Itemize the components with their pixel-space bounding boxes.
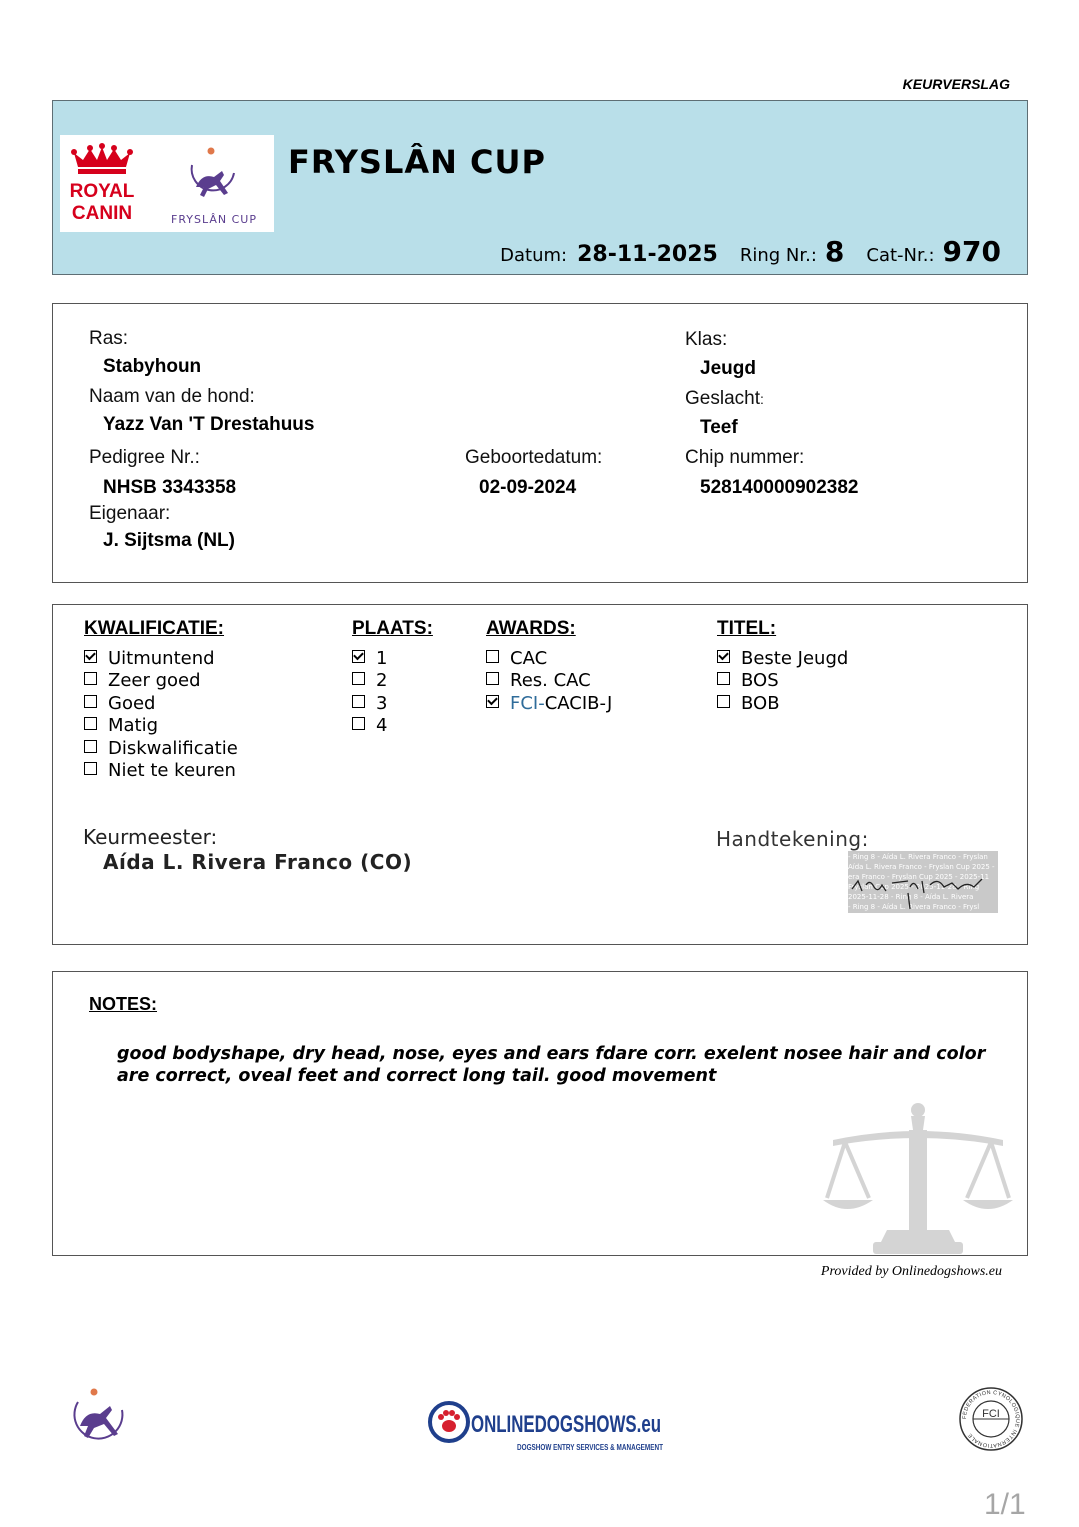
svg-text:Fryslan Cup 2025 - 2025-11-28: Fryslan Cup 2025 - 2025-11-28 - Ring xyxy=(848,883,980,891)
signature-image xyxy=(848,851,998,913)
svg-text:era Franco - Fryslan Cup 2025: era Franco - Fryslan Cup 2025 - 2025-11 xyxy=(848,873,990,881)
kwalificatie-option[interactable]: Uitmuntend xyxy=(84,648,238,670)
checkbox-empty-icon xyxy=(352,695,365,708)
titel-option[interactable]: BOS xyxy=(717,670,848,692)
document-type: KEURVERSLAG xyxy=(902,76,1010,92)
checkbox-empty-icon xyxy=(486,672,499,685)
signature-label: Handtekening: xyxy=(716,827,869,851)
fryslan-cup-footer-logo xyxy=(68,1386,130,1448)
notes-heading: NOTES: xyxy=(89,994,158,1014)
klas-value: Jeugd xyxy=(700,358,756,379)
judge-label: Keurmeester: xyxy=(83,825,218,849)
ras-value: Stabyhoun xyxy=(103,356,202,377)
header-meta xyxy=(500,235,1001,268)
judging-results-panel xyxy=(52,604,1028,945)
pedigree-label: Pedigree Nr.: xyxy=(89,447,200,468)
cat-value: 970 xyxy=(942,235,1001,268)
checkbox-empty-icon xyxy=(84,762,97,775)
kwalificatie-option[interactable]: Diskwalificatie xyxy=(84,738,238,760)
eigenaar-value: J. Sijtsma (NL) xyxy=(103,530,235,551)
notes-panel xyxy=(52,971,1028,1256)
date-value: 28-11-2025 xyxy=(577,242,718,267)
awards-heading: AWARDS: xyxy=(486,618,576,639)
kwalificatie-option[interactable]: Goed xyxy=(84,693,238,715)
geslacht-label: Geslacht: xyxy=(685,388,764,409)
kwalificatie-heading: KWALIFICATIE: xyxy=(84,618,225,639)
checkbox-checked-icon xyxy=(486,695,499,708)
royal-canin-line1: ROYAL xyxy=(69,181,135,202)
fci-logo-text: FCI xyxy=(982,1408,1000,1420)
plaats-options xyxy=(352,648,387,738)
awards-options xyxy=(486,648,612,715)
plaats-option[interactable]: 2 xyxy=(352,670,387,692)
svg-text:- Ring 8 - Aída L. Rivera Fran: - Ring 8 - Aída L. Rivera Franco - Fryslan xyxy=(848,853,988,861)
checkbox-empty-icon xyxy=(352,717,365,730)
cat-label: Cat-Nr.: xyxy=(866,245,935,266)
scales-of-justice-icon xyxy=(823,1100,1013,1255)
checkbox-empty-icon xyxy=(717,695,730,708)
checkbox-empty-icon xyxy=(84,740,97,753)
chip-value: 528140000902382 xyxy=(700,477,859,498)
ring-value: 8 xyxy=(824,235,845,268)
awards-option[interactable]: CAC xyxy=(486,648,612,670)
checkbox-empty-icon xyxy=(84,695,97,708)
page-number: 1/1 xyxy=(984,1488,1026,1521)
geboorte-value: 02-09-2024 xyxy=(479,477,577,498)
fryslan-cup-logo-text: FRYSLÂN CUP xyxy=(171,213,257,226)
event-title: FRYSLÂN CUP xyxy=(288,143,546,181)
provided-by: Provided by Onlinedogshows.eu xyxy=(820,1264,1002,1279)
checkbox-checked-icon xyxy=(352,650,365,663)
onlinedogshows-tagline: DOGSHOW ENTRY SERVICES & MANAGEMENT xyxy=(517,1443,664,1452)
date-label: Datum: xyxy=(500,245,568,266)
dog-details-panel xyxy=(52,303,1028,583)
fci-ring-text: FEDERATION CYNOLOGIQUE INTERNATIONALE xyxy=(961,1389,1021,1449)
ras-label: Ras: xyxy=(89,328,129,349)
fci-logo xyxy=(956,1386,1026,1452)
checkbox-empty-icon xyxy=(84,672,97,685)
checkbox-checked-icon xyxy=(717,650,730,663)
titel-option[interactable]: BOB xyxy=(717,693,848,715)
svg-text:2025-11-28 - Ring 8 - Aída L.: 2025-11-28 - Ring 8 - Aída L. Rivera xyxy=(848,893,974,901)
checkbox-empty-icon xyxy=(486,650,499,663)
svg-text:- Ring 8 - Aída L. Rivera Fran: - Ring 8 - Aída L. Rivera Franco - Frysl xyxy=(848,903,980,911)
kwalificatie-options xyxy=(84,648,238,782)
awards-option[interactable]: Res. CAC xyxy=(486,670,612,692)
onlinedogshows-logo xyxy=(427,1398,667,1456)
onlinedogshows-logo-text: ONLINEDOGSHOWS.eu xyxy=(471,1411,661,1438)
notes-text: good bodyshape, dry head, nose, eyes and ears fdare corr. exelent nosee hair and color are correct, oveal feet and correct long tail. good movement xyxy=(117,1044,986,1086)
royal-canin-line2: CANIN xyxy=(71,203,133,224)
titel-heading: TITEL: xyxy=(717,618,777,639)
kwalificatie-option[interactable]: Matig xyxy=(84,715,238,737)
geboorte-label: Geboortedatum: xyxy=(465,447,603,468)
kwalificatie-option[interactable]: Niet te keuren xyxy=(84,760,238,782)
fryslan-cup-logo xyxy=(158,143,270,227)
plaats-option[interactable]: 1 xyxy=(352,648,387,670)
plaats-option[interactable]: 3 xyxy=(352,693,387,715)
klas-label: Klas: xyxy=(685,329,728,350)
kwalificatie-option[interactable]: Zeer goed xyxy=(84,670,238,692)
svg-text:Aída L. Rivera Franco - Frysla: Aída L. Rivera Franco - Fryslan Cup 2025 - xyxy=(848,863,995,871)
report-header xyxy=(52,100,1028,275)
titel-options xyxy=(717,648,848,715)
sponsor-logos xyxy=(60,135,274,232)
plaats-option[interactable]: 4 xyxy=(352,715,387,737)
geslacht-value: Teef xyxy=(700,417,738,438)
checkbox-checked-icon xyxy=(84,650,97,663)
checkbox-empty-icon xyxy=(717,672,730,685)
plaats-heading: PLAATS: xyxy=(352,618,433,639)
royal-canin-logo xyxy=(64,141,140,229)
awards-option[interactable]: FCI-CACIB-J xyxy=(486,693,612,715)
naam-value: Yazz Van 'T Drestahuus xyxy=(103,414,315,435)
eigenaar-label: Eigenaar: xyxy=(89,503,171,524)
pedigree-value: NHSB 3343358 xyxy=(103,477,237,498)
chip-label: Chip nummer: xyxy=(685,447,805,468)
checkbox-empty-icon xyxy=(84,717,97,730)
titel-option[interactable]: Beste Jeugd xyxy=(717,648,848,670)
judge-name: Aída L. Rivera Franco (CO) xyxy=(103,850,413,874)
checkbox-empty-icon xyxy=(352,672,365,685)
naam-label: Naam van de hond: xyxy=(89,386,255,407)
ring-label: Ring Nr.: xyxy=(739,245,817,266)
